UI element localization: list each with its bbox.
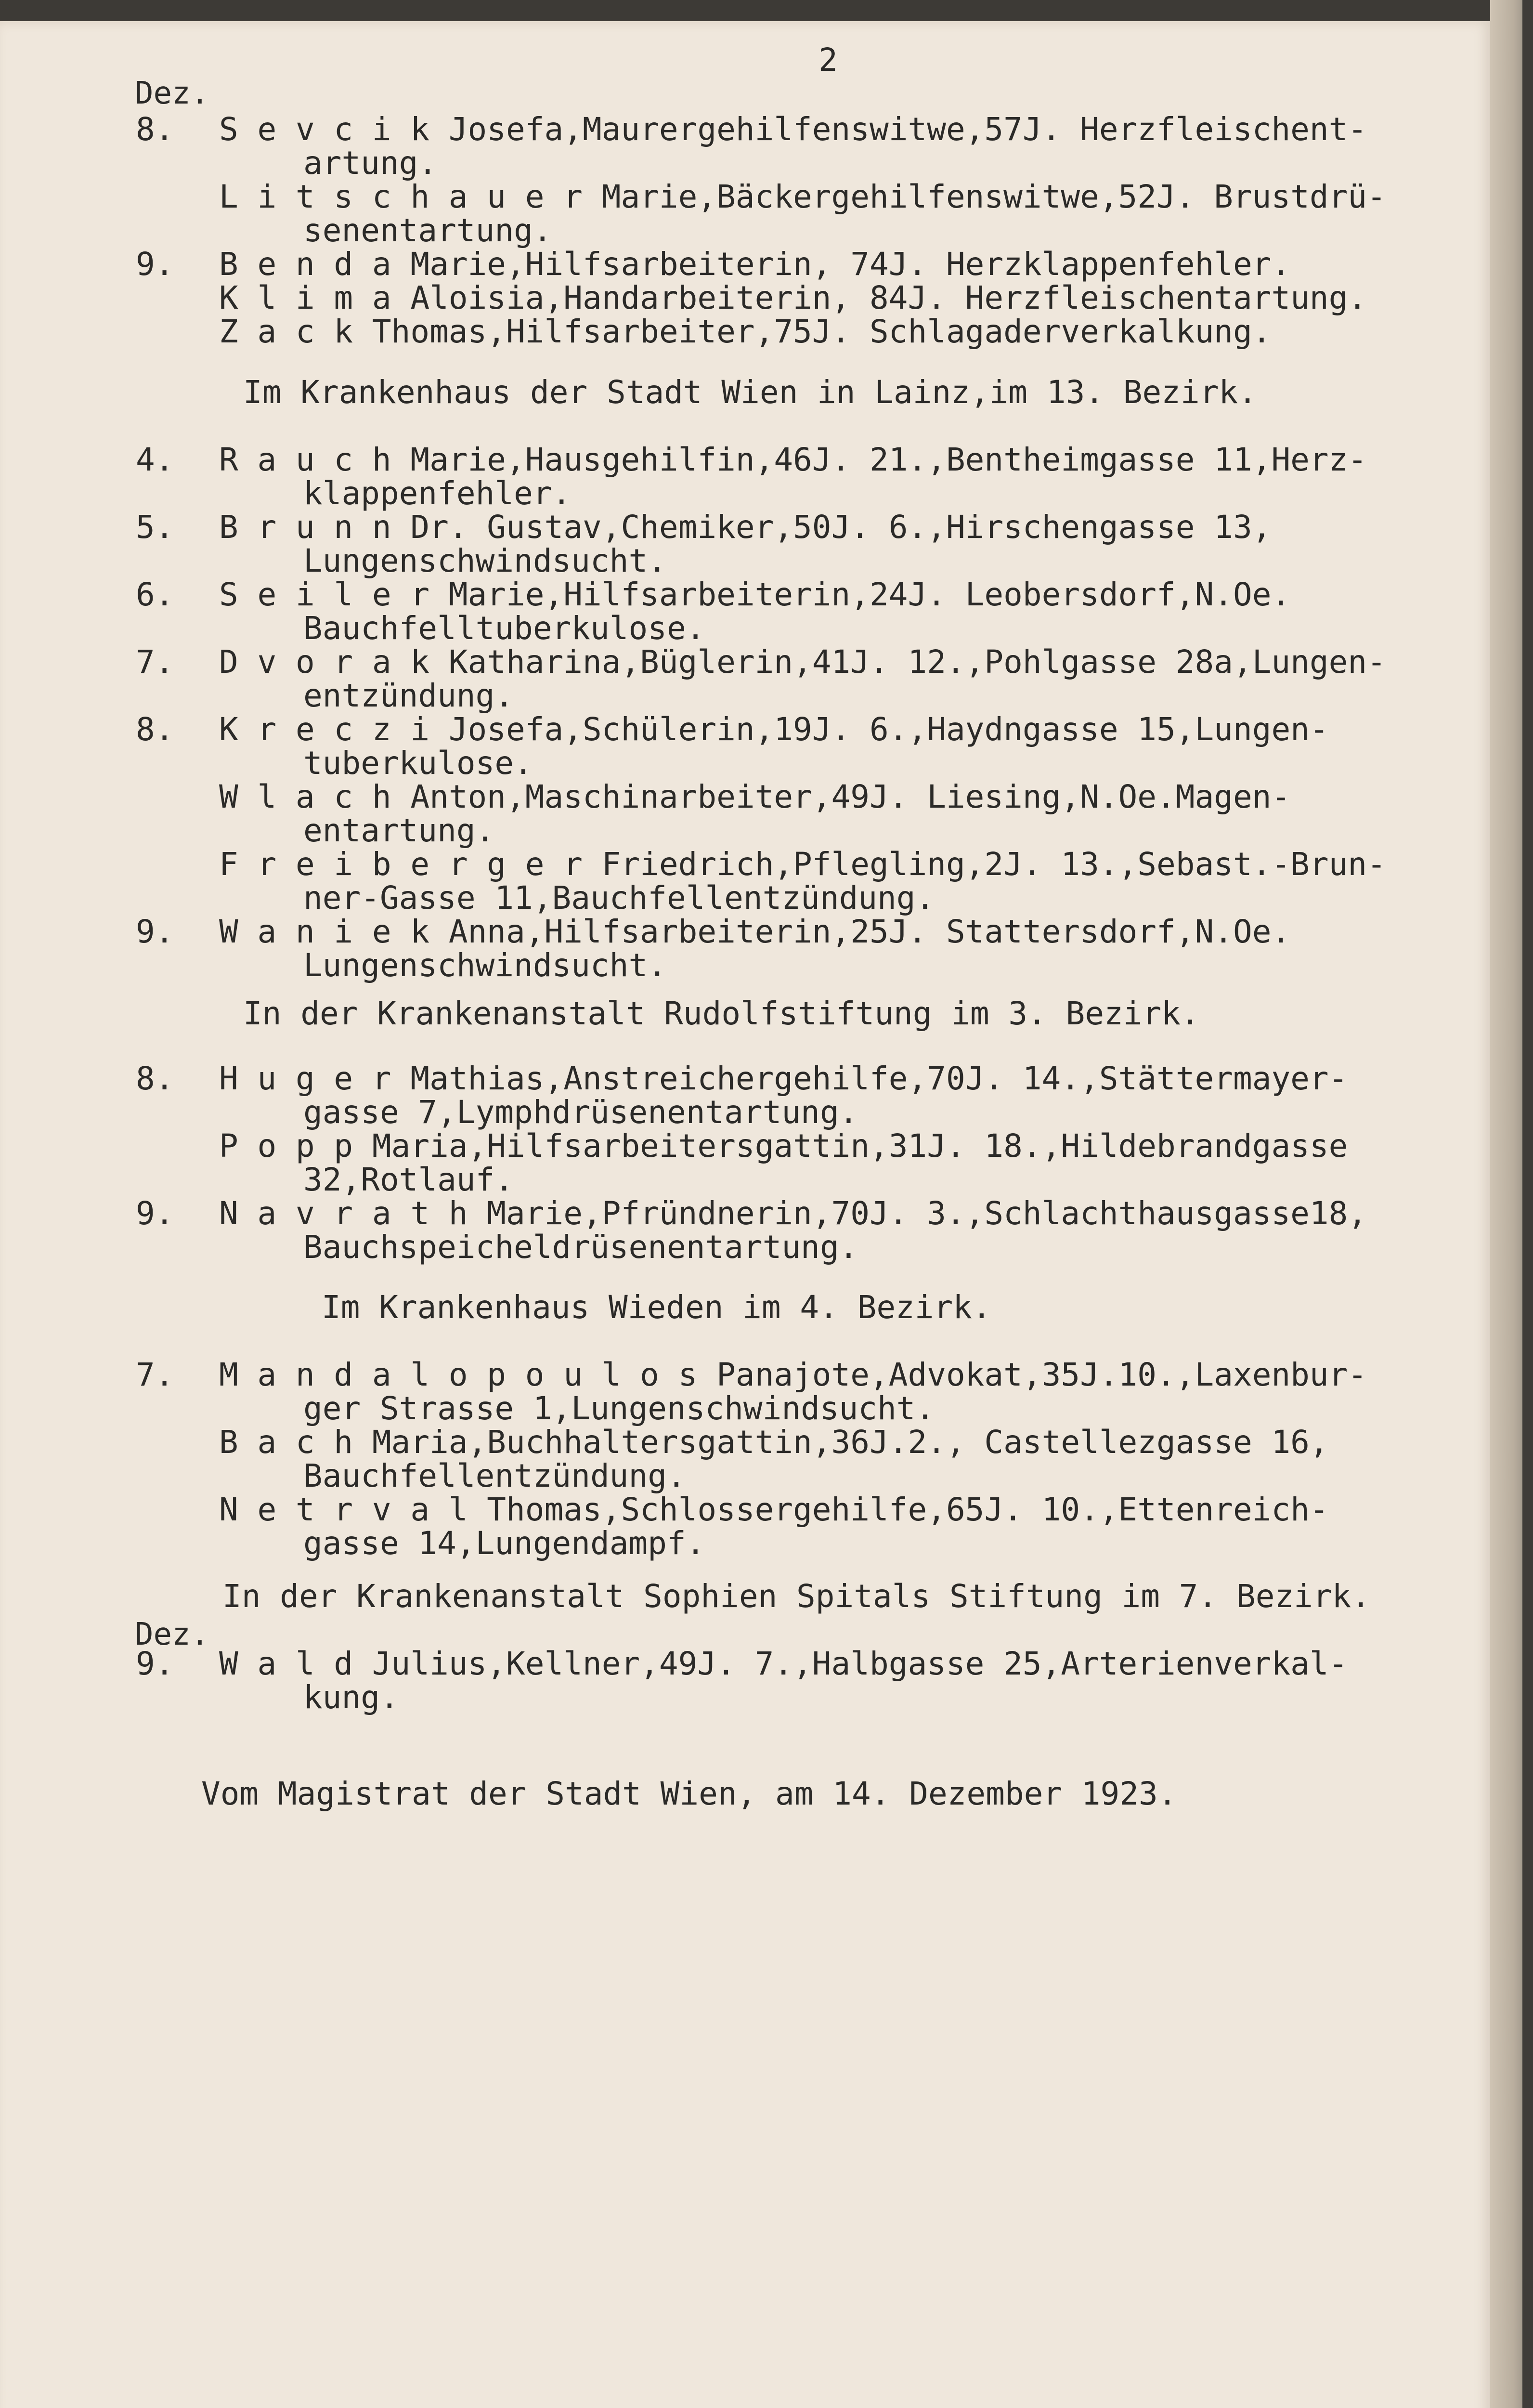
- entry-continuation: ner-Gasse 11,Bauchfellentzündung.: [303, 879, 935, 916]
- entry-continuation: gasse 14,Lungendampf.: [303, 1525, 705, 1562]
- entry-continuation: Bauchspeicheldrüsenentartung.: [303, 1229, 858, 1266]
- entry-line: B r u n n Dr. Gustav,Chemiker,50J. 6.,Hirschengasse 13,: [219, 509, 1272, 546]
- entry-continuation: Bauchfellentzündung.: [303, 1457, 686, 1494]
- month-label: Dez.: [135, 76, 209, 111]
- entry-continuation: gasse 7,Lymphdrüsenentartung.: [303, 1094, 858, 1131]
- entry-continuation: kung.: [303, 1679, 399, 1716]
- day-label: 9.: [136, 246, 174, 283]
- entry-line: K l i m a Aloisia,Handarbeiterin, 84J. Herzfleischentartung.: [219, 279, 1367, 316]
- hospital-heading: Im Krankenhaus der Stadt Wien in Lainz,im 13. Bezirk.: [243, 374, 1257, 411]
- entry-continuation: Lungenschwindsucht.: [303, 947, 667, 984]
- day-label: 5.: [136, 509, 174, 546]
- entry-continuation: Lungenschwindsucht.: [303, 542, 667, 579]
- scan-top-band: [0, 0, 1533, 21]
- closing-line: Vom Magistrat der Stadt Wien, am 14. Dezember 1923.: [201, 1775, 1177, 1812]
- entry-continuation: entzündung.: [303, 677, 514, 714]
- entry-line: S e i l e r Marie,Hilfsarbeiterin,24J. Leobersdorf,N.Oe.: [219, 576, 1291, 613]
- entry-line: W l a c h Anton,Maschinarbeiter,49J. Liesing,N.Oe.Magen-: [219, 778, 1291, 815]
- month-label: Dez.: [135, 1617, 209, 1652]
- day-label: 9.: [136, 913, 174, 950]
- entry-line: W a n i e k Anna,Hilfsarbeiterin,25J. Stattersdorf,N.Oe.: [219, 913, 1291, 950]
- entry-continuation: klappenfehler.: [303, 475, 572, 512]
- entry-continuation: Bauchfelltuberkulose.: [303, 610, 705, 647]
- day-label: 9.: [136, 1195, 174, 1232]
- day-label: 7.: [136, 643, 174, 681]
- scan-edge-strip: [1522, 0, 1533, 2408]
- entry-line: D v o r a k Katharina,Büglerin,41J. 12.,Pohlgasse 28a,Lungen-: [219, 643, 1386, 681]
- entry-continuation: 32,Rotlauf.: [303, 1161, 514, 1198]
- hospital-heading: Im Krankenhaus Wieden im 4. Bezirk.: [322, 1289, 991, 1326]
- day-label: 8.: [136, 111, 174, 148]
- day-label: 4.: [136, 441, 174, 478]
- entry-continuation: tuberkulose.: [303, 745, 533, 782]
- entry-line: K r e c z i Josefa,Schülerin,19J. 6.,Haydngasse 15,Lungen-: [219, 711, 1329, 748]
- day-label: 7.: [136, 1356, 174, 1393]
- entry-line: Z a c k Thomas,Hilfsarbeiter,75J. Schlagaderverkalkung.: [219, 313, 1272, 350]
- entry-continuation: senentartung.: [303, 212, 552, 249]
- entry-continuation: artung.: [303, 144, 438, 182]
- day-label: 8.: [136, 711, 174, 748]
- entry-line: P o p p Maria,Hilfsarbeitersgattin,31J. 18.,Hildebrandgasse: [219, 1127, 1348, 1165]
- page-number: 2: [818, 41, 838, 79]
- entry-line: M a n d a l o p o u l o s Panajote,Advokat,35J.10.,Laxenbur-: [219, 1356, 1367, 1393]
- entry-line: H u g e r Mathias,Anstreichergehilfe,70J. 14.,Stättermayer-: [219, 1060, 1348, 1097]
- entry-continuation: entartung.: [303, 812, 495, 849]
- entry-line: L i t s c h a u e r Marie,Bäckergehilfenswitwe,52J. Brustdrü-: [219, 178, 1386, 215]
- entry-line: R a u c h Marie,Hausgehilfin,46J. 21.,Bentheimgasse 11,Herz-: [219, 441, 1367, 478]
- hospital-heading: In der Krankenanstalt Rudolfstiftung im 3. Bezirk.: [243, 995, 1200, 1032]
- entry-line: B e n d a Marie,Hilfsarbeiterin, 74J. Herzklappenfehler.: [219, 246, 1291, 283]
- entry-continuation: ger Strasse 1,Lungenschwindsucht.: [303, 1390, 935, 1427]
- day-label: 6.: [136, 576, 174, 613]
- entry-line: W a l d Julius,Kellner,49J. 7.,Halbgasse 25,Arterienverkal-: [219, 1645, 1348, 1682]
- entry-line: N a v r a t h Marie,Pfründnerin,70J. 3.,Schlachthausgasse18,: [219, 1195, 1367, 1232]
- entry-line: S e v c i k Josefa,Maurergehilfenswitwe,57J. Herzfleischent-: [219, 111, 1367, 148]
- entry-line: B a c h Maria,Buchhaltersgattin,36J.2., Castellezgasse 16,: [219, 1424, 1329, 1461]
- day-label: 8.: [136, 1060, 174, 1097]
- entry-line: F r e i b e r g e r Friedrich,Pflegling,2J. 13.,Sebast.-Brun-: [219, 846, 1386, 883]
- entry-line: N e t r v a l Thomas,Schlossergehilfe,65J. 10.,Ettenreich-: [219, 1491, 1329, 1528]
- hospital-heading: In der Krankenanstalt Sophien Spitals Stiftung im 7. Bezirk.: [222, 1578, 1371, 1615]
- day-label: 9.: [136, 1645, 174, 1682]
